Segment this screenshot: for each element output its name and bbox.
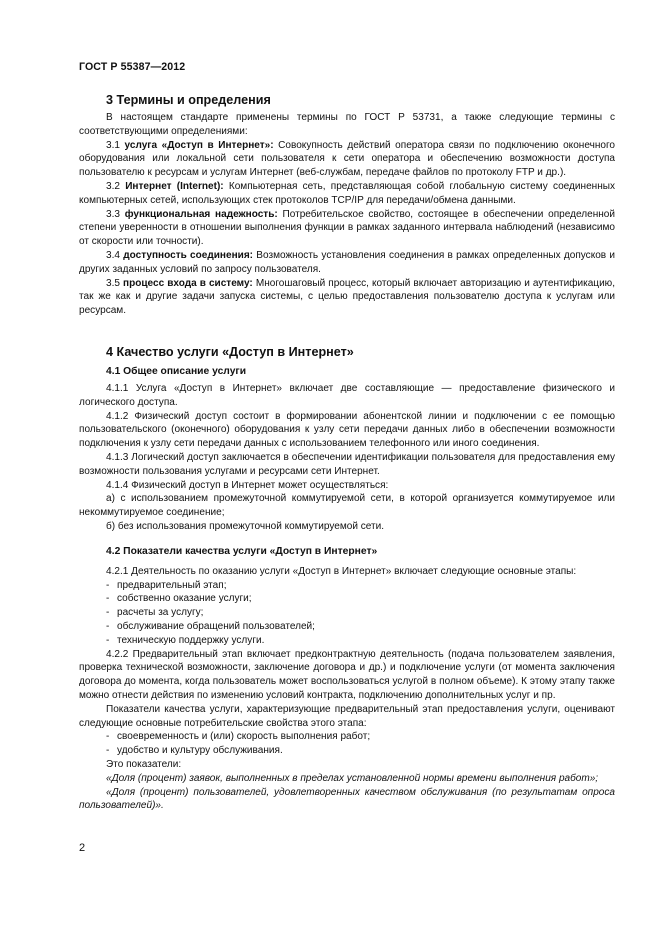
subsection-4-2-title: 4.2 Показатели качества услуги «Доступ в Интернет» — [106, 545, 378, 557]
indicator-quote-2: «Доля (процент) пользователей, удовлетворенных качеством обслуживания (по результатам опроса пользователей)». — [79, 786, 615, 812]
list-item: - техническую поддержку услуги. — [106, 634, 265, 646]
list-item: - удобство и культуру обслуживания. — [106, 745, 283, 757]
para-4-1-2: 4.1.2 Физический доступ состоит в формировании абонентской линии и подключении с ее помощью пользовательского (оконечного) оборудования к узлу сети передачи данных либо в обеспечении возможности подключения к узлу сети передачи данных с использованием телефонного или иного соединения. — [79, 410, 615, 450]
term-3-5-name: процесс входа в систему: — [123, 277, 253, 289]
term-3-4: 3.4 доступность соединения: Возможность установления соединения в рамках определенных допусков и других заданных условий по запросу пользователя. — [79, 249, 615, 275]
document-header-code: ГОСТ Р 55387—2012 — [79, 61, 186, 73]
dash-marker: - — [106, 607, 110, 619]
para-4-1-4: 4.1.4 Физический доступ в Интернет может осуществляться: — [106, 479, 389, 491]
subsection-4-1-title: 4.1 Общее описание услуги — [106, 366, 247, 377]
list-item: - своевременность и (или) скорость выполнения работ; — [106, 731, 371, 743]
para-indicators: Показатели качества услуги, характеризующие предварительный этап предоставления услуги, оценивают следующие основные потребительские свойства этого этапа: — [79, 703, 615, 729]
term-3-3: 3.3 функциональная надежность: Потребительское свойство, состоящее в обеспечении определенной степени уверенности в отношении выполнения функции в рамках заданного интервала наблюдений (независимо от скорости или точности). — [79, 208, 615, 248]
para-these-indicators: Это показатели: — [106, 758, 182, 770]
dash-marker: - — [106, 731, 110, 743]
term-3-2: 3.2 Интернет (Internet): Компьютерная сеть, представляющая собой глобальную систему соединенных компьютерных сетей, использующих стек протоколов TCP/IP для передачи/обмена данными. — [79, 180, 615, 206]
term-3-4-name: доступность соединения: — [123, 249, 254, 261]
section-3 — [79, 92, 615, 318]
page-number: 2 — [79, 842, 86, 854]
term-3-2-name: Интернет (Internet): — [125, 180, 224, 192]
list-item: - собственно оказание услуги; — [106, 593, 252, 605]
para-4-2-2: 4.2.2 Предварительный этап включает предконтрактную деятельность (подача пользователем заявления, проверка технической возможности, заключение договора и др.) и подключение услуги (от момента заключения договора до момента, когда пользователь может воспользоваться услугой в полном объеме). К этому этапу также можно отнести действия по изменению условий контракта, подключению дополнительных услуг и пр. — [79, 648, 615, 701]
section-3-intro: В настоящем стандарте применены термины по ГОСТ Р 53731, а также следующие термины с соответствующими определениями: — [79, 112, 615, 137]
section-4-title: 4 Качество услуги «Доступ в Интернет» — [106, 345, 354, 359]
para-4-2-1: 4.2.1 Деятельность по оказанию услуги «Доступ в Интернет» включает следующие основные этапы: — [106, 565, 577, 577]
para-4-1-3: 4.1.3 Логический доступ заключается в обеспечении идентификации пользователя для предоставления ему возможности пользования услугами и ресурсами сети Интернет. — [79, 451, 615, 477]
list-item: - обслуживание обращений пользователей; — [106, 620, 315, 632]
dash-marker: - — [106, 593, 110, 605]
list-item: - предварительный этап; — [106, 579, 227, 591]
term-3-3-name: функциональная надежность: — [124, 208, 278, 220]
term-3-1: 3.1 услуга «Доступ в Интернет»: Совокупность действий оператора связи по подключению оконечного оборудования или локальной сети пользователя к сети оператора и обеспечению возможности доступа пользователю к ресурсам и услугам Интернет (веб-службам, передаче файлов по протоколу FTP и др.). — [79, 139, 615, 179]
para-4-1-4-a: а) с использованием промежуточной коммутируемой сети, в которой организуется коммутируемое или некоммутируемое соединение; — [79, 493, 615, 519]
dash-marker: - — [106, 579, 110, 591]
list-item: - расчеты за услугу; — [106, 607, 204, 619]
section-3-title: 3 Термины и определения — [106, 93, 271, 107]
para-4-1-1: 4.1.1 Услуга «Доступ в Интернет» включает две составляющие — предоставление физического и логического доступа. — [79, 383, 615, 408]
para-4-1-4-b: б) без использования промежуточной коммутируемой сети. — [106, 520, 385, 532]
term-3-1-name: услуга «Доступ в Интернет»: — [124, 139, 274, 151]
term-3-5: 3.5 процесс входа в систему: Многошаговый процесс, который включает авторизацию и аутентификацию, так же как и другие задачи запуска системы, с целью предоставления пользователю доступа к услугам или ресурсам. — [79, 277, 616, 317]
section-4 — [79, 344, 615, 813]
indicator-quote-1: «Доля (процент) заявок, выполненных в пределах установленной нормы времени выполнения работ»; — [106, 772, 599, 784]
dash-marker: - — [106, 745, 110, 757]
dash-marker: - — [106, 634, 110, 646]
dash-marker: - — [106, 620, 110, 632]
